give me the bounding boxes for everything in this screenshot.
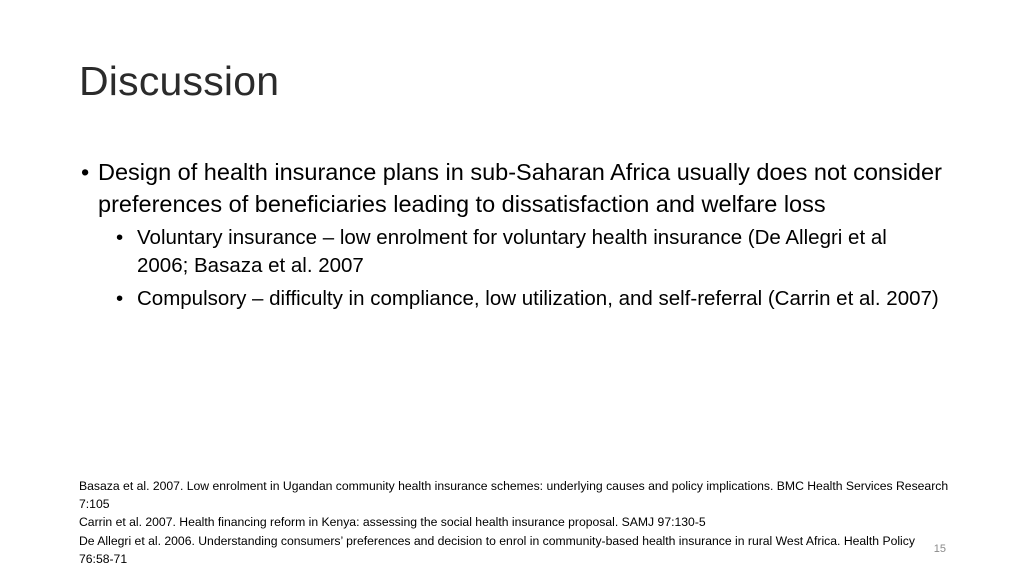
bullet-level1 — [79, 156, 959, 220]
slide-content — [79, 156, 959, 318]
sub-bullet-list — [116, 224, 959, 313]
sub-bullet-text: Voluntary insurance – low enrolment for voluntary health insurance (De Allegri et al 2006; Basaza et al. 2007 — [137, 226, 887, 277]
slide-title: Discussion — [79, 58, 280, 104]
page-number: 15 — [933, 543, 946, 555]
bullet-text: Design of health insurance plans in sub-Saharan Africa usually does not consider preferences of beneficiaries leading to dissatisfaction and welfare loss — [98, 159, 942, 217]
bullet-dot-icon: • — [81, 159, 90, 185]
reference-de-allegri: De Allegri et al. 2006. Understanding consumers’ preferences and decision to enrol in community-based health insurance in rural West Africa. Health Policy 76:58-71 — [79, 533, 915, 566]
sub-bullet-compulsory — [116, 285, 942, 313]
bullet-dot-icon: • — [116, 287, 124, 310]
bullet-dot-icon: • — [116, 226, 124, 249]
sub-bullet-voluntary — [116, 224, 942, 280]
reference-basaza: Basaza et al. 2007. Low enrolment in Ugandan community health insurance schemes: underlying causes and policy implications. BMC Health Services Research 7:105 — [79, 479, 949, 512]
reference-carrin: Carrin et al. 2007. Health financing reform in Kenya: assessing the social health insurance proposal. SAMJ 97:130-5 — [79, 515, 706, 530]
references — [79, 477, 949, 568]
sub-bullet-text: Compulsory – difficulty in compliance, low utilization, and self-referral (Carrin et al. 2007) — [137, 287, 939, 310]
